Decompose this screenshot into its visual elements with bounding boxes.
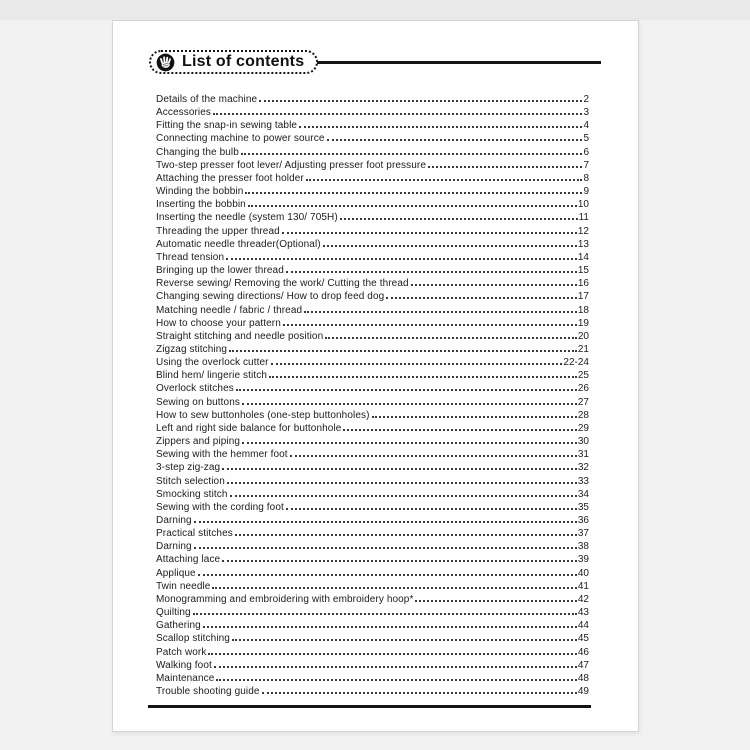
toc-entry-title: Attaching lace	[156, 554, 221, 566]
toc-entry-title: Fitting the snap-in sewing table	[156, 120, 298, 132]
manual-page	[112, 20, 639, 732]
toc-entry-page-number: 37	[577, 528, 589, 540]
toc-entry-title: Inserting the needle (system 130/ 705H)	[156, 212, 338, 224]
toc-entry-page-number: 8	[583, 172, 589, 184]
dotted-leader	[327, 139, 583, 141]
toc-row	[156, 540, 589, 553]
dotted-leader	[428, 166, 582, 168]
contents-header	[149, 48, 594, 76]
toc-entry-page-number: 47	[577, 659, 589, 671]
toc-entry-title: Straight stitching and needle position	[156, 330, 324, 342]
toc-entry-page-number: 34	[577, 488, 589, 500]
toc-entry-title: Overlock stitches	[156, 383, 234, 395]
toc-entry-page-number: 9	[583, 186, 589, 198]
toc-row	[156, 132, 589, 145]
toc-entry-page-number: 27	[577, 396, 589, 408]
toc-row	[156, 290, 589, 303]
hand-icon	[156, 53, 175, 72]
toc-entry-page-number: 17	[577, 291, 589, 303]
toc-row	[156, 461, 589, 474]
toc-entry-title: Maintenance	[156, 672, 215, 684]
toc-row	[156, 553, 589, 566]
dotted-leader	[282, 232, 577, 234]
toc-row	[156, 672, 589, 685]
toc-row	[156, 356, 589, 369]
toc-row	[156, 264, 589, 277]
toc-row	[156, 211, 589, 224]
dotted-leader	[372, 416, 577, 418]
dotted-leader	[290, 455, 577, 457]
dotted-leader	[194, 521, 577, 523]
toc-row	[156, 685, 589, 698]
toc-entry-page-number: 45	[577, 633, 589, 645]
toc-row	[156, 382, 589, 395]
toc-entry-page-number: 33	[577, 475, 589, 487]
dotted-leader	[212, 587, 576, 589]
dotted-leader	[203, 626, 577, 628]
toc-entry-page-number: 28	[577, 409, 589, 421]
toc-row	[156, 396, 589, 409]
dotted-leader	[236, 389, 577, 391]
dotted-leader	[343, 429, 576, 431]
toc-entry-page-number: 6	[583, 146, 589, 158]
toc-entry-page-number: 15	[577, 265, 589, 277]
dotted-leader	[213, 113, 582, 115]
dotted-leader	[323, 245, 577, 247]
toc-row	[156, 343, 589, 356]
dotted-leader	[306, 179, 583, 181]
toc-entry-page-number: 4	[583, 120, 589, 132]
dotted-leader	[340, 218, 578, 220]
dotted-leader	[226, 258, 577, 260]
toc-entry-title: Inserting the bobbin	[156, 199, 246, 211]
toc-row	[156, 593, 589, 606]
toc-entry-title: Changing the bulb	[156, 146, 239, 158]
toc-row	[156, 580, 589, 593]
toc-row	[156, 514, 589, 527]
toc-entry-title: Winding the bobbin	[156, 186, 244, 198]
dotted-leader	[325, 337, 577, 339]
dotted-leader	[222, 560, 577, 562]
toc-row	[156, 317, 589, 330]
toc-row	[156, 409, 589, 422]
dotted-leader	[198, 574, 577, 576]
toc-row	[156, 119, 589, 132]
toc-entry-title: Twin needle	[156, 580, 211, 592]
toc-entry-page-number: 25	[577, 370, 589, 382]
toc-entry-page-number: 30	[577, 436, 589, 448]
toc-entry-page-number: 41	[577, 580, 589, 592]
toc-entry-title: Gathering	[156, 620, 201, 632]
toc-entry-title: Darning	[156, 541, 192, 553]
toc-row	[156, 646, 589, 659]
dotted-leader	[214, 666, 577, 668]
dotted-leader	[227, 482, 577, 484]
dotted-leader	[235, 534, 577, 536]
toc-entry-title: Quilting	[156, 607, 191, 619]
dotted-leader	[245, 192, 582, 194]
toc-row	[156, 304, 589, 317]
toc-entry-title: Patch work	[156, 646, 207, 658]
toc-entry-page-number: 31	[577, 449, 589, 461]
toc-entry-page-number: 39	[577, 554, 589, 566]
toc-row	[156, 632, 589, 645]
dotted-leader	[271, 363, 563, 365]
toc-entry-page-number: 12	[577, 225, 589, 237]
toc-entry-title: Applique	[156, 567, 196, 579]
page-title: List of contents	[182, 53, 305, 70]
toc-row	[156, 619, 589, 632]
toc-entry-title: Thread tension	[156, 251, 225, 263]
toc-row	[156, 369, 589, 382]
dotted-leader	[216, 679, 577, 681]
toc-entry-page-number: 14	[577, 251, 589, 263]
toc-entry-page-number: 29	[577, 422, 589, 434]
toc-entry-title: Attaching the presser foot holder	[156, 172, 304, 184]
dotted-leader	[248, 205, 577, 207]
dotted-leader	[286, 271, 577, 273]
toc-entry-page-number: 19	[577, 317, 589, 329]
toc-row	[156, 159, 589, 172]
dotted-leader	[222, 468, 577, 470]
toc-entry-page-number: 7	[583, 159, 589, 171]
toc-entry-page-number: 35	[577, 501, 589, 513]
dotted-leader	[229, 350, 577, 352]
toc-row	[156, 93, 589, 106]
toc-row	[156, 659, 589, 672]
toc-entry-title: Zigzag stitching	[156, 343, 228, 355]
toc-entry-title: Matching needle / fabric / thread	[156, 304, 303, 316]
toc-entry-title: How to sew buttonholes (one-step buttonholes)	[156, 409, 370, 421]
dotted-leader	[411, 284, 577, 286]
toc-row	[156, 606, 589, 619]
toc-entry-title: Scallop stitching	[156, 633, 230, 645]
contents-title-box	[149, 50, 318, 74]
toc-entry-title: 3-step zig-zag	[156, 462, 221, 474]
toc-entry-page-number: 48	[577, 672, 589, 684]
toc-entry-title: Using the overlock cutter	[156, 357, 269, 369]
toc-entry-title: Changing sewing directions/ How to drop feed dog	[156, 291, 385, 303]
toc-entry-title: Two-step presser foot lever/ Adjusting presser foot pressure	[156, 159, 427, 171]
toc-row	[156, 501, 589, 514]
header-rule	[317, 61, 601, 64]
toc-entry-page-number: 5	[583, 133, 589, 145]
toc-entry-title: Sewing on buttons	[156, 396, 240, 408]
table-of-contents	[156, 93, 589, 698]
toc-entry-title: Connecting machine to power source	[156, 133, 325, 145]
toc-entry-title: Blind hem/ lingerie stitch	[156, 370, 267, 382]
toc-entry-title: Smocking stitch	[156, 488, 228, 500]
toc-entry-page-number: 11	[578, 212, 589, 224]
dotted-leader	[242, 403, 577, 405]
toc-entry-title: Left and right side balance for buttonhole	[156, 422, 342, 434]
bottom-rule	[148, 705, 591, 708]
toc-entry-page-number: 42	[577, 593, 589, 605]
toc-row	[156, 172, 589, 185]
toc-entry-page-number: 46	[577, 646, 589, 658]
toc-entry-title: Threading the upper thread	[156, 225, 280, 237]
toc-row	[156, 435, 589, 448]
toc-entry-page-number: 38	[577, 541, 589, 553]
dotted-leader	[241, 153, 583, 155]
toc-entry-page-number: 22-24	[563, 357, 589, 369]
toc-entry-title: Monogramming and embroidering with embroidery hoop*	[156, 593, 414, 605]
toc-entry-page-number: 13	[577, 238, 589, 250]
toc-entry-title: Walking foot	[156, 659, 212, 671]
toc-entry-page-number: 40	[577, 567, 589, 579]
toc-entry-title: Sewing with the hemmer foot	[156, 449, 288, 461]
toc-row	[156, 488, 589, 501]
dotted-leader	[386, 297, 577, 299]
dotted-leader	[283, 324, 577, 326]
dotted-leader	[415, 600, 576, 602]
toc-entry-title: Trouble shooting guide	[156, 686, 260, 698]
toc-row	[156, 422, 589, 435]
toc-row	[156, 238, 589, 251]
toc-entry-page-number: 32	[577, 462, 589, 474]
toc-row	[156, 475, 589, 488]
dotted-leader	[194, 547, 577, 549]
toc-row	[156, 567, 589, 580]
toc-entry-title: Practical stitches	[156, 528, 233, 540]
toc-entry-page-number: 10	[577, 199, 589, 211]
toc-entry-title: Darning	[156, 515, 192, 526]
toc-entry-page-number: 21	[577, 343, 589, 355]
dotted-leader	[286, 508, 577, 510]
toc-row	[156, 185, 589, 198]
dotted-leader	[269, 376, 577, 378]
toc-entry-title: Zippers and piping	[156, 436, 241, 448]
toc-entry-page-number: 3	[583, 107, 589, 119]
dotted-leader	[230, 495, 577, 497]
toc-entry-page-number: 43	[577, 607, 589, 619]
toc-row	[156, 527, 589, 540]
toc-entry-page-number: 18	[577, 304, 589, 316]
toc-row	[156, 330, 589, 343]
dotted-leader	[208, 653, 576, 655]
toc-entry-page-number: 26	[577, 383, 589, 395]
toc-entry-page-number: 2	[583, 94, 589, 105]
toc-entry-title: Automatic needle threader(Optional)	[156, 238, 321, 250]
toc-row	[156, 198, 589, 211]
toc-entry-page-number: 49	[577, 686, 589, 698]
toc-entry-page-number: 20	[577, 330, 589, 342]
toc-row	[156, 225, 589, 238]
toc-row	[156, 277, 589, 290]
toc-entry-page-number: 16	[577, 278, 589, 290]
toc-entry-page-number: 36	[577, 515, 589, 526]
dotted-leader	[299, 126, 582, 128]
toc-row	[156, 106, 589, 119]
toc-entry-title: Bringing up the lower thread	[156, 265, 284, 277]
dotted-leader	[262, 692, 577, 694]
dotted-leader	[242, 442, 577, 444]
toc-row	[156, 146, 589, 159]
dotted-leader	[259, 100, 582, 102]
toc-entry-title: Reverse sewing/ Removing the work/ Cutting the thread	[156, 278, 409, 290]
toc-row	[156, 448, 589, 461]
toc-entry-title: Stitch selection	[156, 475, 225, 487]
toc-row	[156, 251, 589, 264]
toc-entry-title: Details of the machine	[156, 94, 258, 105]
toc-entry-page-number: 44	[577, 620, 589, 632]
dotted-leader	[304, 311, 577, 313]
dotted-leader	[193, 613, 577, 615]
dotted-leader	[232, 639, 577, 641]
toc-entry-title: Accessories	[156, 107, 212, 119]
toc-entry-title: How to choose your pattern	[156, 317, 281, 329]
toc-entry-title: Sewing with the cording foot	[156, 501, 284, 513]
